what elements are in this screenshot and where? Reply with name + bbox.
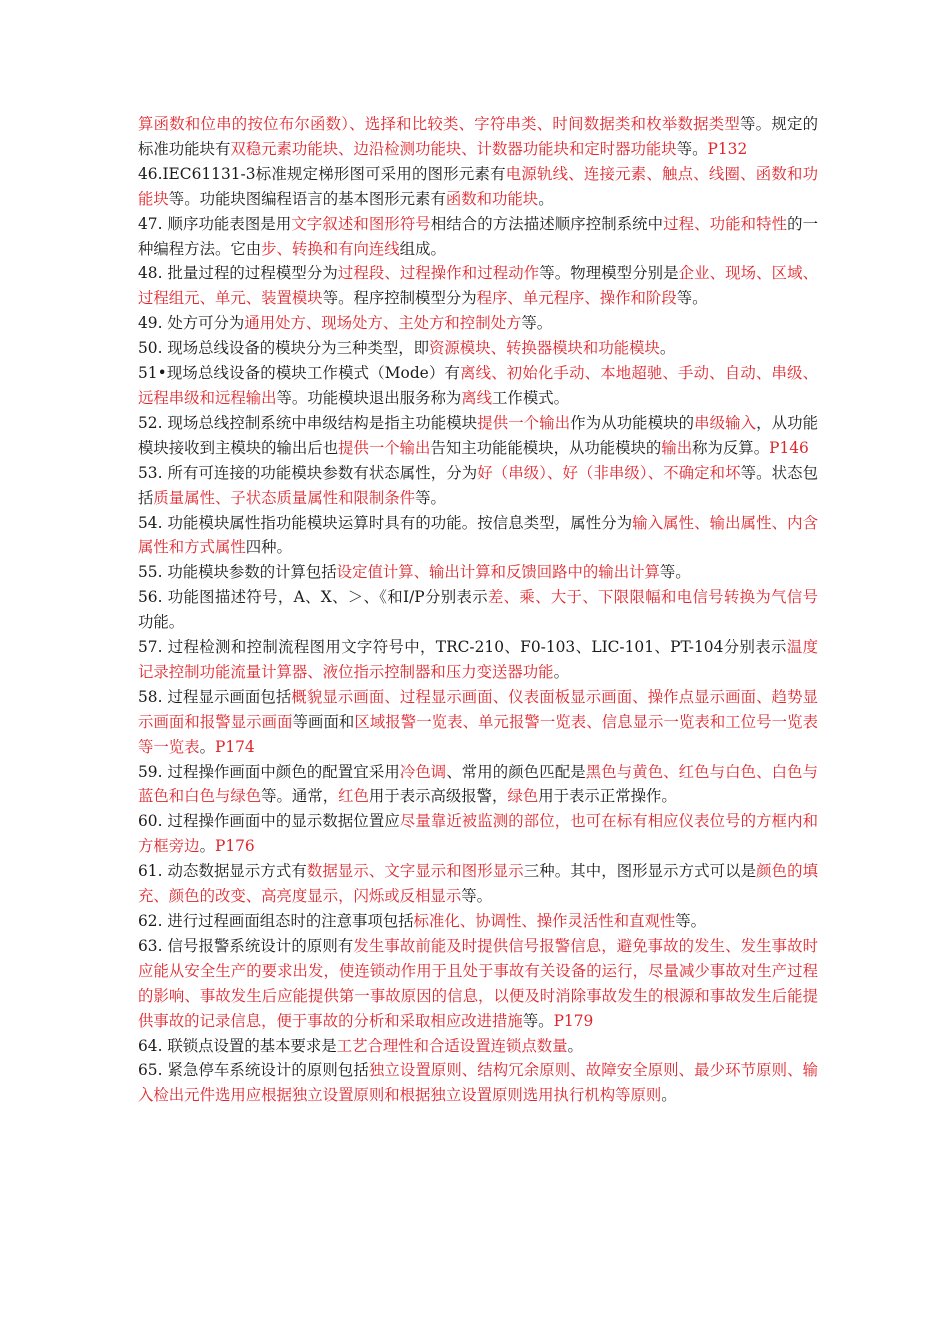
highlighted-text: 程序、单元程序、操作和阶段 [476,289,677,308]
highlighted-text: 函数和功能块 [445,189,539,208]
highlighted-text: 概貌显示画面、过程显示画面、仪表面板显示画面、操作点显示画面、趋势显示画面和报警显示画面 [138,687,818,731]
highlighted-text: 冷色调 [399,762,447,781]
highlighted-text: 提供一个输出 [338,438,431,457]
body-text: 等。物理模型分别是 [539,264,679,283]
body-text: 61. 动态数据显示方式有 [138,862,307,881]
body-text: 等。程序控制模型分为 [322,289,477,308]
highlighted-text: 电源轨线、连接元素、触点、线圈、函数和功能块 [138,164,818,208]
body-text: 等。 [415,488,446,507]
body-text: 告知主功能能模块，从功能模块的 [430,438,662,457]
paragraph-item [138,1034,818,1059]
body-text: 57. 过程检测和控制流程图用文字符号中，TRC-210、F0-103、LIC-101、PT-104分别表示 [138,638,787,657]
body-text: 相结合的方法描述顺序控制系统中 [430,214,664,233]
paragraph-item [138,635,818,685]
highlighted-text: 温度记录控制功能流量计算器、液位指示控制器和压力变送器功能 [138,638,818,681]
body-text: 组成。 [399,239,446,258]
body-text: 、常用的颜色匹配是 [446,762,586,781]
body-text: 51•现场总线设备的模块工作模式（Mode）有 [138,364,461,383]
body-text: 58. 过程显示画面包括 [138,687,292,706]
body-text: 56. 功能图描述符号，A、X、＞、《和I/P分别表示 [138,588,488,607]
body-text: 。 [199,737,215,756]
highlighted-text: 资源模块、转换器模块和功能模块 [429,339,660,358]
body-text: 47. 顺序功能表图是用 [138,214,292,233]
highlighted-text: 输入属性、输出属性、内含属性和方式属性 [138,513,818,557]
paragraph-item [138,261,818,311]
highlighted-text: 过程、功能和特性 [663,214,788,233]
body-text: 46.IEC61131-3标准规定梯形图可采用的图形元素有 [138,164,506,183]
paragraph-item [138,760,818,810]
body-text: 。 [538,189,554,208]
highlighted-text: P176 [214,837,255,856]
highlighted-text: 红色 [338,787,369,806]
body-text: 工作模式。 [492,388,569,407]
highlighted-text: 设定值计算、输出计算和反馈回路中的输出计算 [336,563,660,582]
body-text: 59. 过程操作画面中颜色的配置宜采用 [138,762,400,781]
highlighted-text: P146 [769,438,809,457]
body-text: ，从功能模块接收到主模块的输出后也 [138,413,818,457]
paragraph-item [138,311,818,336]
paragraph-item [138,461,818,511]
body-text: 等。 [675,912,707,930]
highlighted-text: 绿色 [507,787,539,806]
body-text: 。 [553,662,569,681]
highlighted-text: 离线、初始化手动、本地超驰、手动、自动、串级、远程串级和远程输出 [138,364,818,407]
highlighted-text: 双稳元素功能块、边沿检测功能块、计数器功能块和定时器功能块 [230,139,677,158]
paragraph-item [138,361,818,411]
body-text: 四种。 [245,538,292,557]
highlighted-text: 提供一个输出 [477,413,571,432]
body-text: 63. 信号报警系统设计的原则有 [138,936,354,955]
highlighted-text: 通用处方、现场处方、主处方和控制处方 [244,314,522,333]
highlighted-text: 工艺合理性和合适设置连锁点数量 [336,1036,568,1055]
highlighted-text: 质量属性、子状态质量属性和限制条件 [153,488,416,507]
highlighted-text: 颜色的填充、颜色的改变、高亮度显示，闪烁或反相显示 [138,862,818,906]
body-text: 65. 紧急停车系统设计的原则包括 [138,1061,369,1080]
body-text: 。 [661,1086,677,1105]
highlighted-text: 步、转换和有向连线 [261,239,400,258]
highlighted-text: P174 [214,737,255,756]
paragraph-item [138,112,818,162]
body-text: 。 [567,1036,583,1055]
body-text: 称为反算。 [692,438,770,457]
body-text: 55. 功能模块参数的计算包括 [138,563,337,582]
body-text: 作为从功能模块的 [570,413,695,432]
body-text: 等。 [676,139,708,158]
body-text: 用于表示高级报警， [368,787,508,806]
body-text: 54. 功能模块属性指功能模块运算时具有的功能。按信息类型，属性分为 [138,513,633,532]
body-text: 64. 联锁点设置的基本要求是 [138,1036,337,1055]
highlighted-text: 数据显示、文字显示和图形显示 [306,862,524,881]
body-text: 等。功能模块退出服务称为 [276,388,462,407]
body-text: 等。 [521,314,553,333]
highlighted-text: 独立设置原则、结构冗余原则、故障安全原则、最少环节原则、输入检出元件选用应根据独立设置原则和根据独立设置原则选用执行机构等原则 [138,1061,818,1105]
highlighted-text: 好（串级）、好（非串级）、不确定和坏 [477,463,741,482]
paragraph-item [138,585,818,635]
paragraph-item [138,411,818,461]
highlighted-text: 输出 [661,438,693,457]
body-text: 的一种编程方法。它由 [138,214,818,258]
highlighted-text: 离线 [461,388,493,407]
body-text: 52. 现场总线控制系统中串级结构是指主功能模块 [138,413,478,432]
paragraph-item [138,336,818,361]
body-text: 等。 [659,563,691,582]
highlighted-text: 串级输入 [694,413,757,432]
body-text: 。 [659,339,676,358]
body-text: 用于表示正常操作。 [538,787,677,806]
body-text: 等。状态包括 [138,463,818,507]
paragraph-item [138,859,818,909]
paragraph-item [138,934,818,1034]
body-text: 等。功能块图编程语言的基本图形元素有 [168,189,446,208]
body-text: 三种。其中，图形显示方式可以是 [523,862,757,881]
paragraph-item [138,909,818,934]
paragraph-item [138,511,818,561]
highlighted-text: 黑色与黄色、红色与白色、白色与蓝色和白色与绿色 [138,762,818,806]
paragraph-item [138,685,818,760]
highlighted-text: 发生事故前能及时提供信号报警信息，避免事故的发生、发生事故时应能从安全生产的要求出发，使连锁动作用于且处于事故有关设备的运行，尽量减少事故对生产过程的影响、事故发生后应能提供第一事故原因的信息，以便及时消除事故发生的根源和事故发生后能提供事故的记录信息，便于事故的分析和采取相应改进措施 [138,936,818,1030]
body-text: 等。规定的标准功能块有 [138,115,818,158]
body-text: 60. 过程操作画面中的显示数据位置应 [138,812,400,831]
body-text: 62. 进行过程画面组态时的注意事项包括 [138,912,414,930]
highlighted-text: P132 [707,139,748,158]
highlighted-text: 差、乘、大于、下限限幅和电信号转换为气信号 [487,588,818,607]
body-text: 。 [199,837,215,856]
paragraph-item [138,809,818,859]
highlighted-text: P179 [553,1011,594,1030]
document-page [138,112,818,1108]
body-text: 50. 现场总线设备的模块分为三种类型，即 [138,339,430,358]
body-text: 等。 [461,887,493,906]
paragraph-item [138,560,818,585]
body-text: 48. 批量过程的过程模型分为 [138,264,338,283]
paragraph-item [138,162,818,212]
body-text: 等。 [676,289,708,308]
highlighted-text: 算函数和位串的按位布尔函数）、选择和比较类、字符串类、时间数据类和枚举数据类型 [138,115,741,133]
body-text: 功能。 [138,613,185,632]
highlighted-text: 区域报警一览表、单元报警一览表、信息显示一览表和工位号一览表等一览表 [138,712,818,756]
highlighted-text: 标准化、协调性、操作灵活性和直观性 [413,912,676,930]
paragraph-item [138,212,818,262]
body-text: 等。通常， [261,787,339,806]
highlighted-text: 尽量靠近被监测的部位，也可在标有相应仪表位号的方框内和方框旁边 [138,812,818,856]
body-text: 等画面和 [292,712,355,731]
highlighted-text: 企业、现场、区域、过程组元、单元、装置模块 [138,264,818,308]
paragraph-item [138,1058,818,1108]
body-text: 53. 所有可连接的功能模块参数有状态属性，分为 [138,463,478,482]
body-text: 等。 [522,1011,554,1030]
body-text: 49. 处方可分为 [138,314,245,333]
highlighted-text: 文字叙述和图形符号 [291,214,431,233]
highlighted-text: 过程段、过程操作和过程动作 [337,264,540,283]
